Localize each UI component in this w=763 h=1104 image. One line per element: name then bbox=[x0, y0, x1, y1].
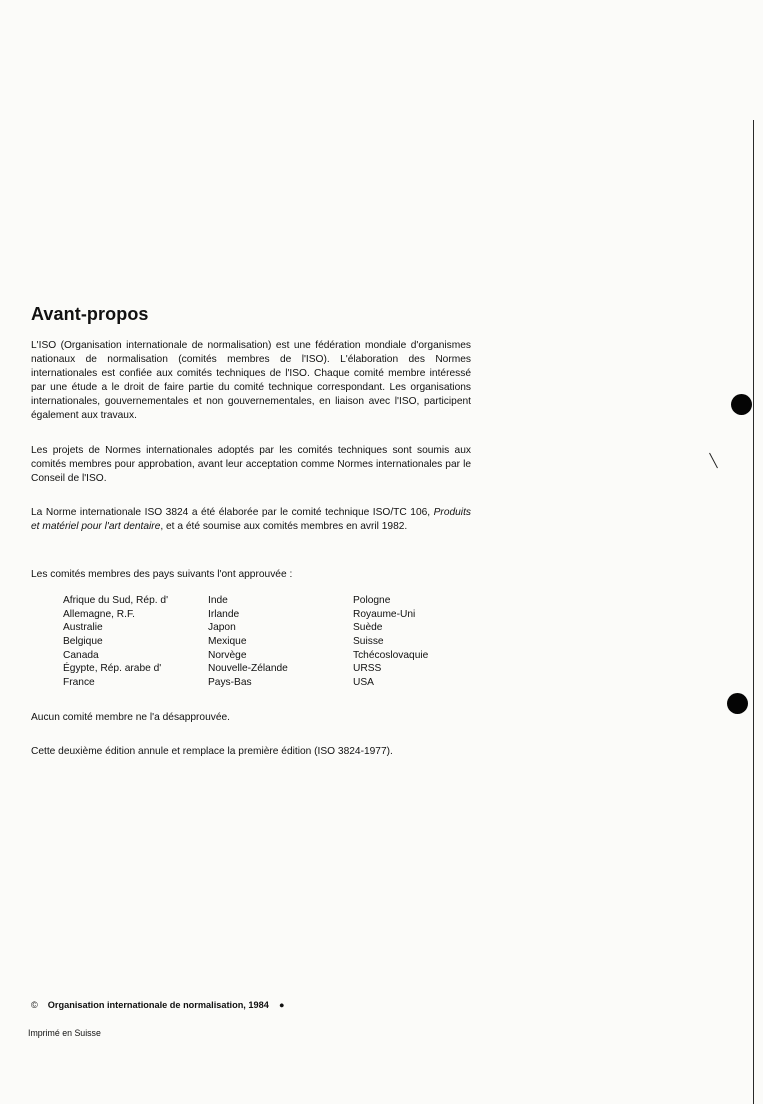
page-title: Avant-propos bbox=[31, 304, 149, 324]
country-item: Nouvelle-Zélande bbox=[208, 663, 288, 675]
standard-origin-end: , et a été soumise aux comités membres en avril 1982. bbox=[160, 521, 408, 532]
committee-subject: Produits et matériel pour l'art dentaire bbox=[31, 507, 471, 532]
country-item: USA bbox=[353, 677, 374, 689]
country-column-3 bbox=[353, 594, 428, 690]
country-item: Canada bbox=[63, 649, 99, 661]
country-item: Japon bbox=[208, 622, 236, 634]
paragraph-draft-standards: Les projets de Normes internationales adoptés par les comités techniques sont soumis aux comités membres pour approbation, avant leur acceptation comme Normes internationales par le Conseil de l'ISO. bbox=[31, 445, 471, 484]
copyright-line bbox=[31, 1000, 284, 1010]
country-item: Royaume-Uni bbox=[353, 608, 416, 620]
paragraph-approval-intro: Les comités membres des pays suivants l'ont approuvée : bbox=[31, 569, 293, 580]
country-item: Allemagne, R.F. bbox=[63, 608, 135, 620]
paragraph-no-disapproval: Aucun comité membre ne l'a désapprouvée. bbox=[31, 712, 231, 723]
bullet-icon: ● bbox=[278, 1000, 285, 1010]
paragraph-edition-note: Cette deuxième édition annule et remplace la première édition (ISO 3824-1977). bbox=[31, 746, 393, 757]
country-column-2 bbox=[208, 594, 288, 690]
country-item: Tchécoslovaquie bbox=[353, 649, 429, 661]
standard-origin-start: La Norme internationale ISO 3824 a été élaborée par le comité technique ISO/TC 106, bbox=[31, 507, 434, 518]
country-item: Australie bbox=[63, 622, 103, 634]
punch-hole-icon bbox=[727, 693, 748, 714]
paragraph-standard-origin bbox=[31, 506, 471, 534]
scan-mark bbox=[709, 453, 718, 469]
country-item: Belgique bbox=[63, 636, 103, 648]
page-edge-line bbox=[753, 120, 754, 1104]
country-item: URSS bbox=[353, 663, 382, 675]
country-item: Égypte, Rép. arabe d' bbox=[63, 663, 162, 675]
country-item: Afrique du Sud, Rép. d' bbox=[63, 595, 169, 606]
country-item: France bbox=[63, 677, 95, 689]
copyright-text: Organisation internationale de normalisation, 1984 bbox=[47, 1000, 269, 1010]
punch-hole-icon bbox=[731, 394, 752, 415]
country-item: Norvège bbox=[208, 649, 247, 661]
printed-in-note: Imprimé en Suisse bbox=[28, 1028, 101, 1038]
paragraph-iso-intro: L'ISO (Organisation internationale de normalisation) est une fédération mondiale d'organismes nationaux de normalisation (comités membres de l'ISO). L'élaboration des Normes internationales est confiée aux comités techniques de l'ISO. Chaque comité membre intéressé par une étude a le droit de faire partie du comité technique correspondant. Les organisations internationales, gouvernementales et non gouvernementales, en liaison avec l'ISO, participent également aux travaux. bbox=[31, 340, 471, 421]
copyright-icon: © bbox=[31, 1000, 38, 1010]
country-item: Suisse bbox=[353, 636, 384, 648]
country-item: Pologne bbox=[353, 595, 391, 606]
country-item: Inde bbox=[208, 595, 228, 606]
country-item: Mexique bbox=[208, 636, 247, 648]
country-item: Irlande bbox=[208, 608, 240, 620]
country-item: Pays-Bas bbox=[208, 677, 252, 689]
country-column-1 bbox=[63, 594, 168, 690]
country-item: Suède bbox=[353, 622, 383, 634]
